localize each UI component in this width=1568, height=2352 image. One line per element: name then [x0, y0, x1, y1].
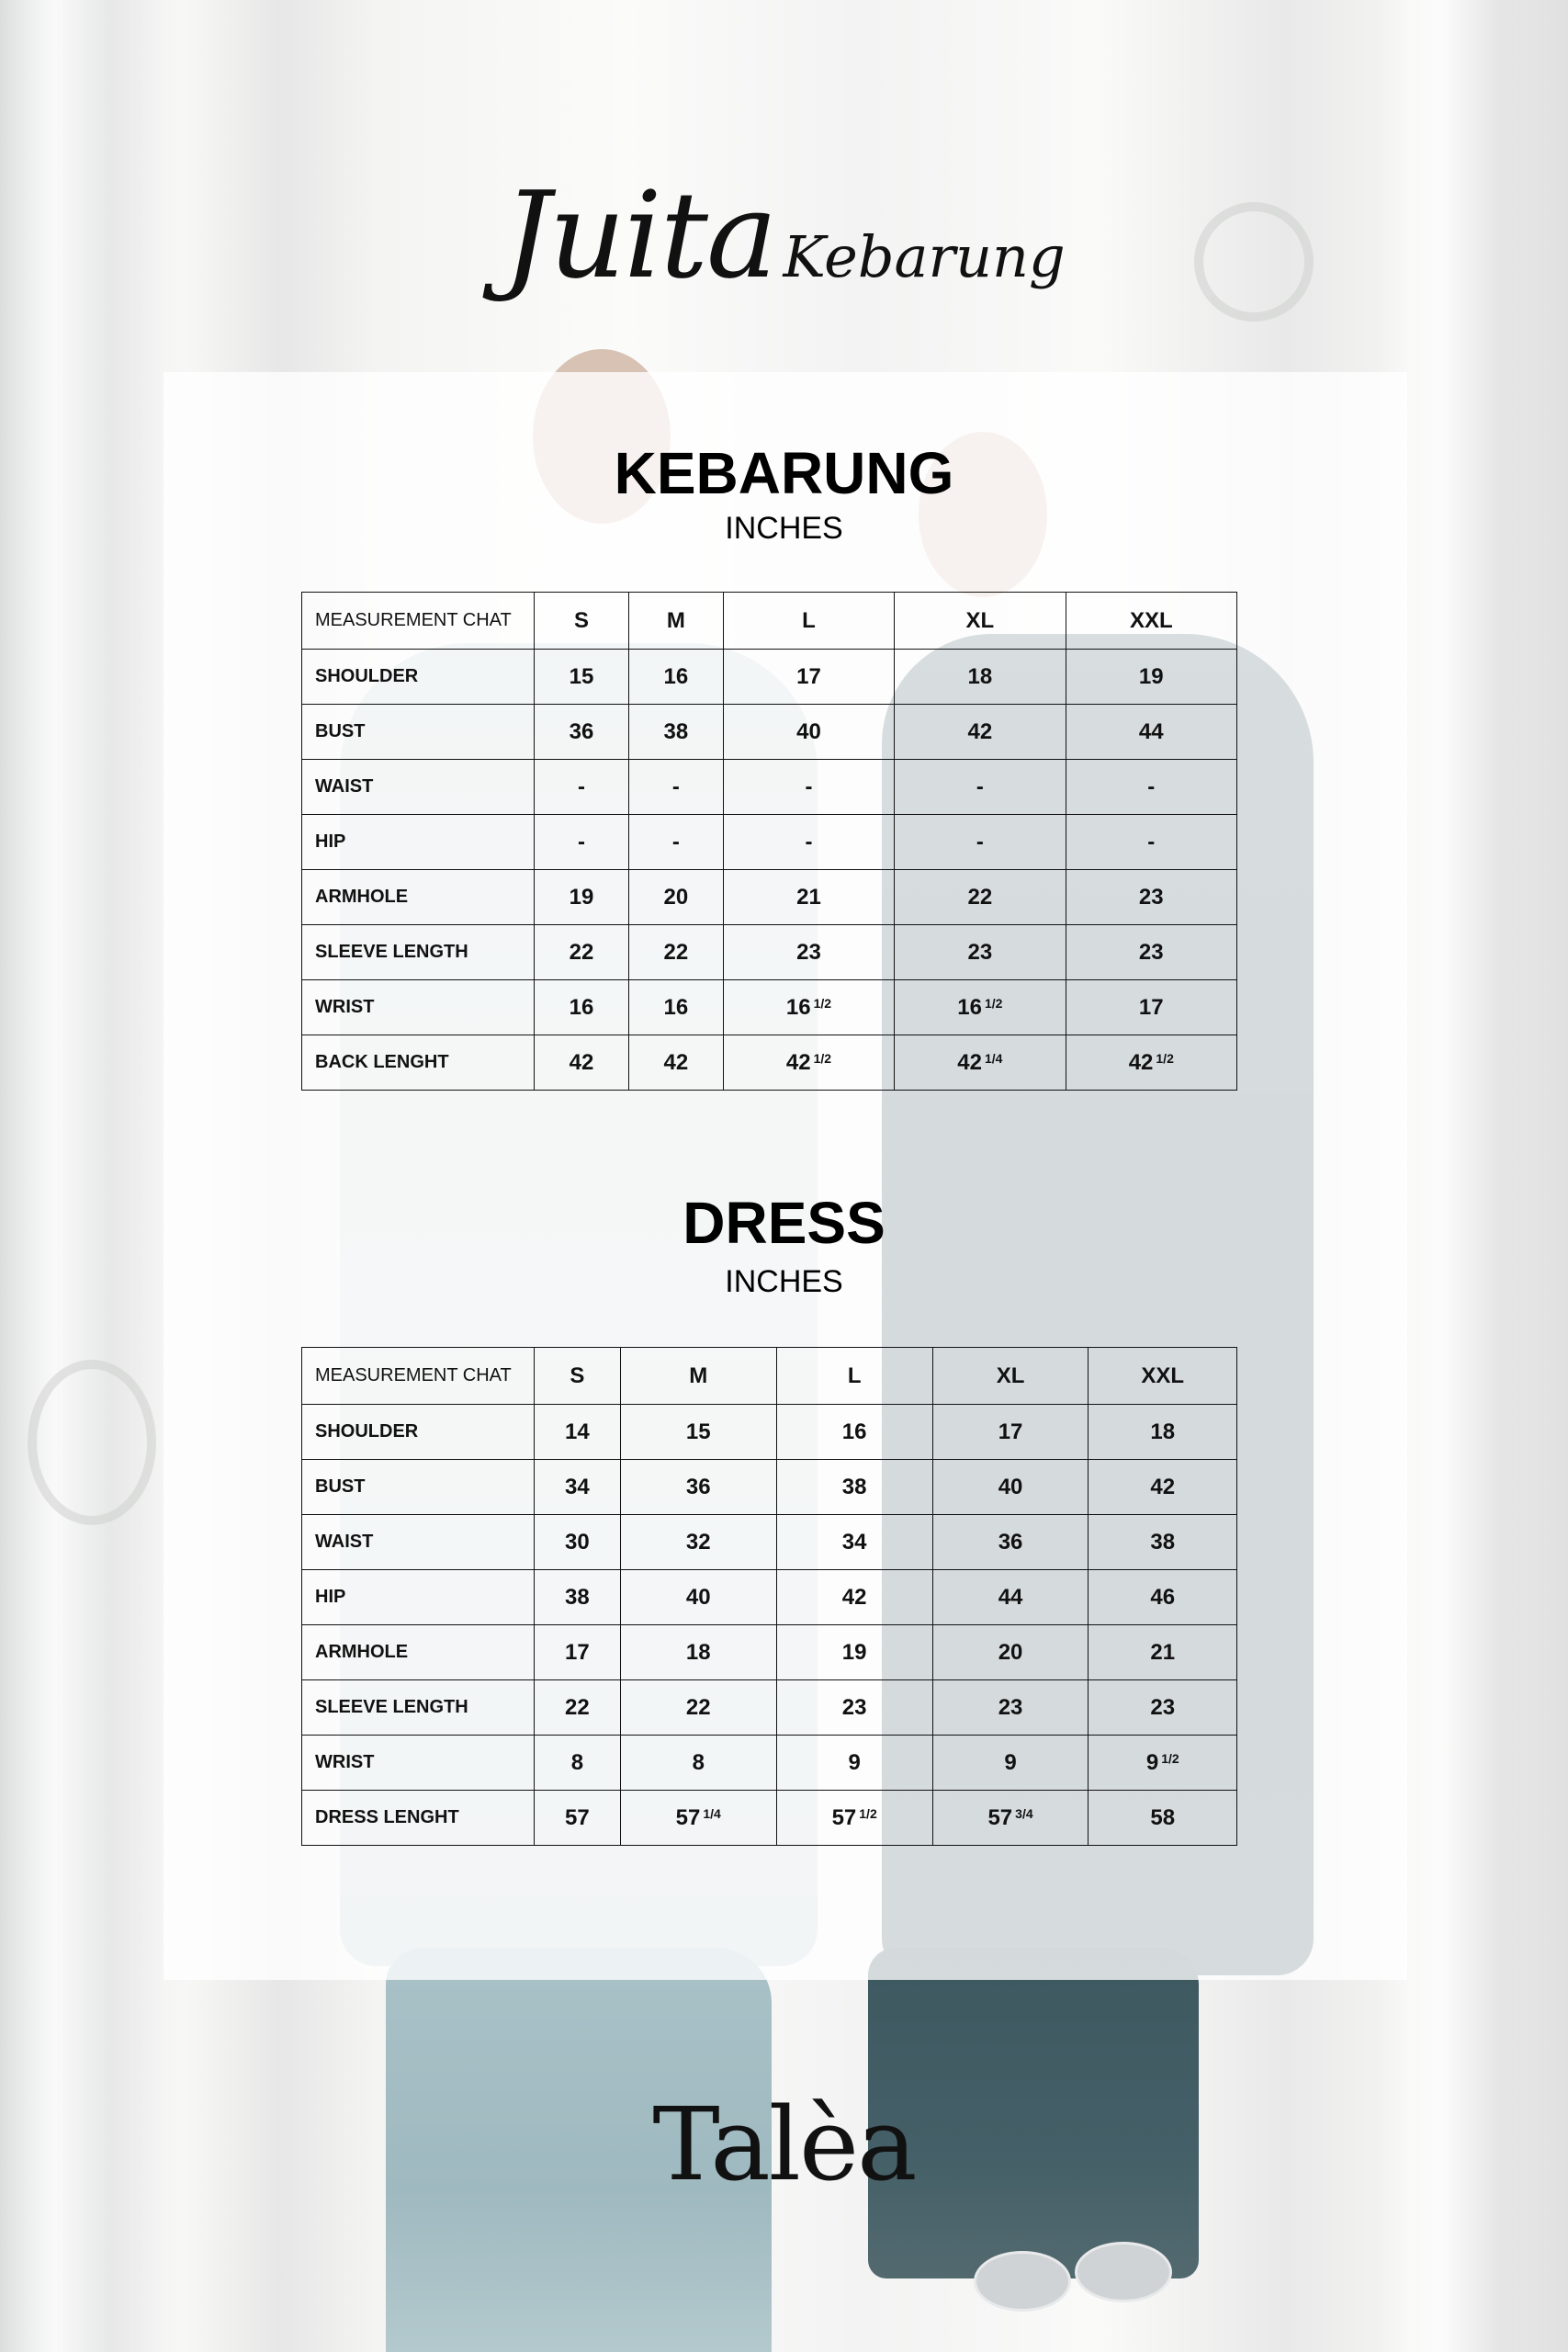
measurement-value	[932, 1405, 1089, 1460]
value-whole: -	[671, 829, 680, 854]
measurement-value	[1089, 1625, 1237, 1680]
measurement-value	[932, 1791, 1089, 1846]
measurement-value	[776, 1680, 932, 1736]
value-whole: 40	[685, 1584, 711, 1610]
value-whole: 19	[841, 1639, 867, 1665]
value-whole: 22	[967, 884, 993, 910]
measurement-value	[895, 870, 1066, 925]
table-row	[302, 1460, 1237, 1515]
measurement-value	[932, 1460, 1089, 1515]
kebarung-size-table	[301, 592, 1237, 1091]
value-whole: 57	[987, 1804, 1013, 1830]
measurement-label: WRIST	[302, 980, 535, 1035]
value-whole: 18	[967, 663, 993, 689]
measurement-value	[620, 1515, 776, 1570]
value-whole: 38	[1150, 1529, 1176, 1555]
size-header: L	[723, 593, 894, 650]
value-whole: -	[976, 774, 984, 799]
measurement-value	[1066, 925, 1236, 980]
value-whole: 42	[1150, 1474, 1176, 1499]
measurement-value	[1066, 980, 1236, 1035]
table-row	[302, 1515, 1237, 1570]
table-row	[302, 1405, 1237, 1460]
value-whole: 15	[685, 1419, 711, 1444]
measurement-value	[620, 1680, 776, 1736]
value-whole: 58	[1150, 1804, 1176, 1830]
value-fraction: 1/2	[859, 1805, 877, 1821]
value-whole: -	[805, 774, 813, 799]
measurement-value	[1066, 870, 1236, 925]
value-whole: 34	[841, 1529, 867, 1555]
measurement-value	[535, 870, 629, 925]
value-whole: 23	[1138, 884, 1164, 910]
measurement-value	[932, 1680, 1089, 1736]
table-row	[302, 1791, 1237, 1846]
kebarung-unit: INCHES	[725, 511, 843, 546]
size-header: XXL	[1089, 1348, 1237, 1405]
measurement-value	[628, 705, 723, 760]
value-fraction: 3/4	[1015, 1805, 1033, 1821]
value-whole: -	[805, 829, 813, 854]
measurement-value	[1089, 1680, 1237, 1736]
header-label: MEASUREMENT CHAT	[302, 593, 535, 650]
value-whole: 57	[675, 1804, 701, 1830]
background-pillar	[0, 0, 165, 2352]
measurement-value	[1089, 1405, 1237, 1460]
value-whole: 16	[841, 1419, 867, 1444]
measurement-value	[723, 870, 894, 925]
measurement-value	[535, 1405, 621, 1460]
measurement-label: SLEEVE LENGTH	[302, 925, 535, 980]
measurement-label: BUST	[302, 705, 535, 760]
measurement-value	[723, 980, 894, 1035]
measurement-value	[535, 1515, 621, 1570]
value-fraction: 1/2	[1161, 1750, 1179, 1766]
size-header: L	[776, 1348, 932, 1405]
measurement-value	[776, 1570, 932, 1625]
value-whole: 22	[685, 1694, 711, 1720]
measurement-label: BUST	[302, 1460, 535, 1515]
table-row	[302, 705, 1237, 760]
value-whole: 23	[796, 939, 821, 965]
measurement-value	[535, 980, 629, 1035]
measurement-value	[776, 1460, 932, 1515]
footer-logo: Talèa	[652, 2086, 916, 2203]
value-whole: 36	[569, 718, 594, 744]
measurement-label: WAIST	[302, 1515, 535, 1570]
table-header-row	[302, 1348, 1237, 1405]
measurement-value	[723, 760, 894, 815]
measurement-value	[1066, 705, 1236, 760]
wall-ornament	[28, 1360, 156, 1525]
value-whole: 40	[796, 718, 821, 744]
value-fraction: 1/2	[1156, 1050, 1174, 1066]
dress-heading: DRESS	[682, 1190, 886, 1256]
table-row	[302, 980, 1237, 1035]
value-whole: 23	[1138, 939, 1164, 965]
value-whole: 16	[957, 994, 982, 1020]
value-whole: 8	[692, 1749, 705, 1775]
measurement-label: HIP	[302, 1570, 535, 1625]
value-whole: 30	[565, 1529, 590, 1555]
measurement-value	[932, 1736, 1089, 1791]
table-row	[302, 1680, 1237, 1736]
measurement-value	[1089, 1791, 1237, 1846]
value-whole: -	[671, 774, 680, 799]
value-whole: 44	[1138, 718, 1164, 744]
measurement-value	[1066, 1035, 1236, 1091]
value-whole: -	[577, 774, 585, 799]
measurement-label: WAIST	[302, 760, 535, 815]
measurement-value	[628, 650, 723, 705]
value-whole: 19	[569, 884, 594, 910]
measurement-value	[776, 1625, 932, 1680]
value-fraction: 1/2	[813, 995, 832, 1011]
size-header: M	[620, 1348, 776, 1405]
value-whole: 40	[998, 1474, 1023, 1499]
value-whole: 46	[1150, 1584, 1176, 1610]
measurement-label: BACK LENGHT	[302, 1035, 535, 1091]
table-row	[302, 925, 1237, 980]
value-whole: 17	[1138, 994, 1164, 1020]
dress-size-table	[301, 1347, 1237, 1846]
measurement-value	[620, 1625, 776, 1680]
measurement-label: SHOULDER	[302, 1405, 535, 1460]
measurement-value	[620, 1736, 776, 1791]
dress-unit: INCHES	[725, 1264, 843, 1299]
measurement-value	[895, 815, 1066, 870]
measurement-value	[628, 925, 723, 980]
value-whole: 19	[1138, 663, 1164, 689]
table-row	[302, 815, 1237, 870]
value-whole: 9	[1145, 1749, 1159, 1775]
value-whole: 42	[663, 1049, 689, 1075]
table-row	[302, 1736, 1237, 1791]
table-row	[302, 1625, 1237, 1680]
measurement-value	[535, 760, 629, 815]
value-fraction: 1/2	[813, 1050, 832, 1066]
measurement-value	[535, 925, 629, 980]
brand-name-main: Juita	[502, 165, 776, 305]
value-whole: 17	[998, 1419, 1023, 1444]
measurement-value	[1066, 815, 1236, 870]
measurement-label: ARMHOLE	[302, 870, 535, 925]
measurement-value	[535, 815, 629, 870]
table-row	[302, 650, 1237, 705]
size-header: S	[535, 1348, 621, 1405]
measurement-value	[535, 705, 629, 760]
measurement-value	[535, 1736, 621, 1791]
value-whole: 16	[569, 994, 594, 1020]
value-whole: 9	[848, 1749, 861, 1775]
measurement-value	[895, 705, 1066, 760]
measurement-value	[895, 760, 1066, 815]
value-whole: 34	[565, 1474, 590, 1499]
size-header: M	[628, 593, 723, 650]
measurement-value	[535, 1035, 629, 1091]
measurement-value	[723, 650, 894, 705]
model-shoe	[1075, 2242, 1172, 2302]
value-whole: 38	[663, 718, 689, 744]
size-header: S	[535, 593, 629, 650]
value-whole: 36	[998, 1529, 1023, 1555]
measurement-value	[932, 1515, 1089, 1570]
value-fraction: 1/2	[984, 995, 1003, 1011]
measurement-label: ARMHOLE	[302, 1625, 535, 1680]
table-row	[302, 1035, 1237, 1091]
measurement-value	[723, 1035, 894, 1091]
value-whole: 20	[998, 1639, 1023, 1665]
measurement-value	[932, 1625, 1089, 1680]
measurement-value	[1066, 650, 1236, 705]
value-whole: 15	[569, 663, 594, 689]
value-whole: 36	[685, 1474, 711, 1499]
measurement-value	[535, 1680, 621, 1736]
measurement-value	[895, 980, 1066, 1035]
measurement-value	[535, 1625, 621, 1680]
value-whole: 44	[998, 1584, 1023, 1610]
measurement-value	[776, 1791, 932, 1846]
measurement-value	[895, 925, 1066, 980]
measurement-value	[776, 1405, 932, 1460]
measurement-label: SHOULDER	[302, 650, 535, 705]
measurement-value	[1089, 1570, 1237, 1625]
table-row	[302, 760, 1237, 815]
measurement-value	[620, 1405, 776, 1460]
measurement-value	[895, 1035, 1066, 1091]
measurement-value	[535, 650, 629, 705]
value-whole: 17	[565, 1639, 590, 1665]
measurement-value	[895, 650, 1066, 705]
value-fraction: 1/4	[703, 1805, 721, 1821]
value-whole: 23	[841, 1694, 867, 1720]
value-whole: 9	[1004, 1749, 1017, 1775]
value-whole: 14	[565, 1419, 590, 1444]
value-whole: 23	[998, 1694, 1023, 1720]
brand-title	[0, 165, 1568, 305]
value-whole: 8	[570, 1749, 584, 1775]
value-whole: 32	[685, 1529, 711, 1555]
measurement-value	[1089, 1460, 1237, 1515]
value-whole: 22	[663, 939, 689, 965]
table-row	[302, 1570, 1237, 1625]
value-whole: 22	[565, 1694, 590, 1720]
table-row	[302, 870, 1237, 925]
value-whole: 23	[967, 939, 993, 965]
value-whole: -	[1147, 774, 1156, 799]
value-whole: 42	[785, 1049, 811, 1075]
value-whole: 18	[1150, 1419, 1176, 1444]
value-whole: 22	[569, 939, 594, 965]
measurement-value	[932, 1570, 1089, 1625]
measurement-value	[620, 1570, 776, 1625]
value-whole: 16	[663, 663, 689, 689]
measurement-value	[628, 815, 723, 870]
value-whole: 42	[1128, 1049, 1154, 1075]
brand-name-sub: Kebarung	[783, 223, 1066, 290]
value-whole: 17	[796, 663, 821, 689]
value-whole: 57	[831, 1804, 857, 1830]
value-whole: -	[976, 829, 984, 854]
size-header: XL	[932, 1348, 1089, 1405]
measurement-value	[723, 705, 894, 760]
value-whole: 16	[663, 994, 689, 1020]
measurement-value	[1089, 1515, 1237, 1570]
size-header: XXL	[1066, 593, 1236, 650]
value-whole: 20	[663, 884, 689, 910]
value-whole: 42	[841, 1584, 867, 1610]
value-whole: 18	[685, 1639, 711, 1665]
kebarung-heading: KEBARUNG	[614, 440, 954, 506]
measurement-value	[535, 1460, 621, 1515]
value-whole: 38	[565, 1584, 590, 1610]
measurement-label: SLEEVE LENGTH	[302, 1680, 535, 1736]
value-whole: 57	[565, 1804, 590, 1830]
measurement-value	[723, 925, 894, 980]
measurement-value	[628, 980, 723, 1035]
value-whole: 42	[569, 1049, 594, 1075]
value-fraction: 1/4	[984, 1050, 1003, 1066]
value-whole: 23	[1150, 1694, 1176, 1720]
value-whole: 21	[1150, 1639, 1176, 1665]
measurement-value	[776, 1736, 932, 1791]
header-label: MEASUREMENT CHAT	[302, 1348, 535, 1405]
measurement-value	[628, 1035, 723, 1091]
measurement-label: DRESS LENGHT	[302, 1791, 535, 1846]
model-shoe	[974, 2251, 1071, 2312]
measurement-value	[1066, 760, 1236, 815]
value-whole: 42	[967, 718, 993, 744]
value-whole: -	[1147, 829, 1156, 854]
value-whole: 21	[796, 884, 821, 910]
measurement-value	[723, 815, 894, 870]
measurement-value	[620, 1460, 776, 1515]
measurement-value	[535, 1570, 621, 1625]
measurement-label: HIP	[302, 815, 535, 870]
measurement-label: WRIST	[302, 1736, 535, 1791]
value-whole: -	[577, 829, 585, 854]
measurement-value	[1089, 1736, 1237, 1791]
size-header: XL	[895, 593, 1066, 650]
value-whole: 16	[785, 994, 811, 1020]
value-whole: 38	[841, 1474, 867, 1499]
measurement-value	[620, 1791, 776, 1846]
measurement-value	[776, 1515, 932, 1570]
measurement-value	[628, 760, 723, 815]
value-whole: 42	[957, 1049, 982, 1075]
table-header-row	[302, 593, 1237, 650]
measurement-value	[535, 1791, 621, 1846]
measurement-value	[628, 870, 723, 925]
